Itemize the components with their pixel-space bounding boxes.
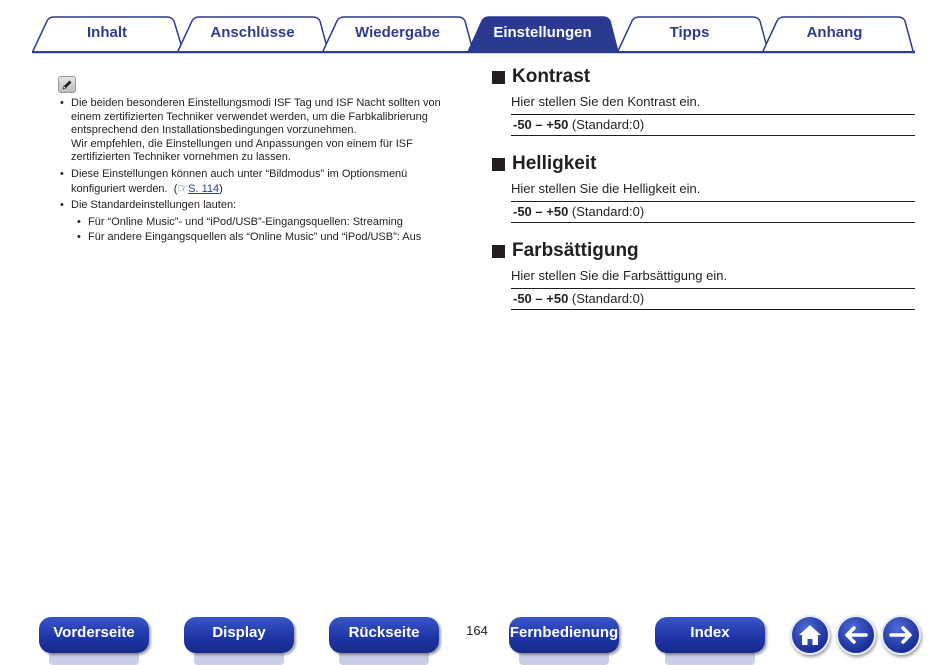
- range-default: (Standard:0): [571, 291, 645, 306]
- note-bildmodus-line2: konfiguriert werden.: [71, 182, 168, 195]
- section-title-text: Kontrast: [512, 66, 591, 87]
- page-link[interactable]: S. 114: [188, 182, 220, 195]
- note-isf: [60, 97, 460, 165]
- section-range: [511, 288, 915, 310]
- tab-bar: [0, 0, 950, 56]
- note-defaults-online-text: Für “Online Music”- und “iPod/USB”-Eingangsquellen: Streaming: [88, 215, 403, 228]
- note-defaults: [60, 199, 460, 213]
- note-isf-line5: zertifizierten Techniker vornehmen zu lassen.: [71, 151, 291, 164]
- square-bullet-icon: [492, 158, 505, 171]
- section-title-text: Helligkeit: [512, 153, 597, 174]
- arrow-left-icon: [838, 617, 874, 653]
- range-default: (Standard:0): [571, 117, 645, 132]
- index-button[interactable]: Index: [655, 617, 765, 653]
- pencil-icon: [58, 76, 76, 93]
- section-title: [492, 65, 915, 89]
- back-button[interactable]: [836, 615, 876, 655]
- tab-tipps[interactable]: Tipps: [669, 24, 710, 41]
- section-range: [511, 201, 915, 223]
- tab-einstellungen[interactable]: Einstellungen: [493, 24, 592, 41]
- note-isf-line4: Wir empfehlen, die Einstellungen und Anpassungen von einem für ISF: [71, 137, 413, 150]
- home-icon: [792, 617, 828, 653]
- note-defaults-other-text: Für andere Eingangsquellen als “Online Music” und “iPod/USB”: Aus: [88, 231, 422, 244]
- section-title-text: Farbsättigung: [512, 240, 639, 261]
- note-defaults-online: [60, 216, 460, 230]
- notes-list: [60, 97, 460, 247]
- range-value: -50 – +50: [513, 291, 569, 306]
- note-defaults-label: Die Standardeinstellungen lauten:: [71, 199, 237, 212]
- remote-control-button[interactable]: Fernbedienung: [509, 617, 619, 653]
- section-helligkeit: [492, 152, 915, 223]
- tab-anschluesse[interactable]: Anschlüsse: [210, 24, 295, 41]
- section-description: Hier stellen Sie die Farbsättigung ein.: [511, 268, 728, 283]
- home-button[interactable]: [790, 615, 830, 655]
- note-isf-line3: entsprechend den Installationsbedingungen vorzunehmen.: [71, 124, 357, 137]
- display-button[interactable]: Display: [184, 617, 294, 653]
- square-bullet-icon: [492, 245, 505, 258]
- section-range: [511, 114, 915, 136]
- forward-button[interactable]: [881, 615, 921, 655]
- rear-panel-button[interactable]: Rückseite: [329, 617, 439, 653]
- section-title: [492, 152, 915, 176]
- section-title: [492, 239, 915, 263]
- section-description: Hier stellen Sie den Kontrast ein.: [511, 94, 701, 109]
- page-number: 164: [466, 623, 488, 638]
- page-reference[interactable]: [171, 180, 223, 195]
- arrow-right-icon: [883, 617, 919, 653]
- pointing-hand-icon: ☞: [177, 180, 189, 195]
- tab-inhalt[interactable]: Inhalt: [87, 24, 127, 41]
- tab-anhang[interactable]: Anhang: [806, 24, 863, 41]
- range-value: -50 – +50: [513, 117, 569, 132]
- section-kontrast: [492, 65, 915, 136]
- note-bildmodus: [60, 168, 460, 196]
- note-defaults-other: [60, 231, 460, 245]
- ref-close: ): [219, 182, 223, 195]
- note-isf-line1: Die beiden besonderen Einstellungsmodi ISF Tag und ISF Nacht sollten von: [71, 97, 441, 109]
- range-default: (Standard:0): [571, 204, 645, 219]
- front-panel-button[interactable]: Vorderseite: [39, 617, 149, 653]
- note-isf-line2: einem zertifizierten Techniker verwendet werden, um die Farbkalibrierung: [71, 110, 428, 123]
- range-value: -50 – +50: [513, 204, 569, 219]
- ref-open: (: [173, 182, 178, 195]
- tab-wiedergabe[interactable]: Wiedergabe: [355, 24, 440, 41]
- section-description: Hier stellen Sie die Helligkeit ein.: [511, 181, 701, 196]
- square-bullet-icon: [492, 71, 505, 84]
- section-farbsaettigung: [492, 239, 915, 310]
- note-bildmodus-line1: Diese Einstellungen können auch unter “Bildmodus” im Optionsmenü: [71, 167, 408, 180]
